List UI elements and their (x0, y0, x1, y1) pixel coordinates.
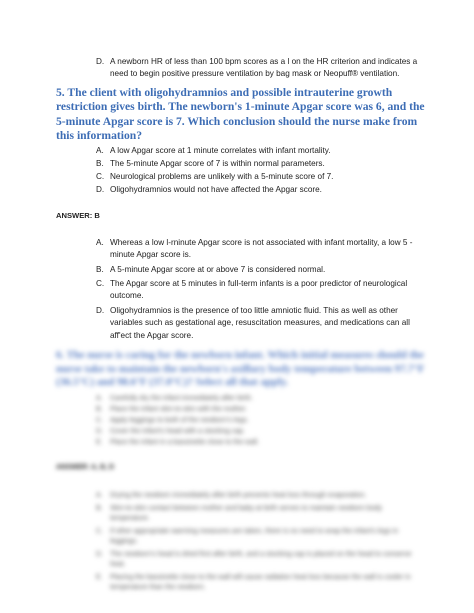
option-text: Oligohydramnios is the presence of too little amniotic fluid. This as well as other variables such as gestational age, resuscitation measures, and medications can all aff'ect the Apgar score. (110, 306, 410, 340)
option-letter: C. (96, 279, 105, 288)
option-letter: B. (96, 406, 103, 413)
option-letter: E. (96, 574, 103, 581)
option-text: Placing the bassinette close to the wall will cause radiation heat loss because the wall is cooler in temperature than the newborn. (110, 574, 411, 592)
option-text: Skin-to-skin contact between mother and baby at birth serves to maintain newborn body temperature. (110, 505, 382, 523)
question-5-title: 5. The client with oligohydramnios and possible intrauterine growth restriction gives birth. The newborn's 1-minute Apgar score was 6, and the 5-minute Apgar score is 7. Which conclusion should the nurse make from this information? (56, 86, 425, 142)
option-text: A 5-minute Apgar score at or above 7 is considered normal. (110, 265, 326, 274)
option-text: Cover the infant's head with a stocking cap. (110, 428, 245, 435)
option-letter: A. (96, 492, 103, 499)
option-letter: E. (96, 439, 103, 446)
option-text: Apply leggings to both of the newborn's legs. (110, 417, 249, 424)
option-text: Neurological problems are unlikely with a 5-minute score of 7. (110, 172, 334, 181)
option-text: The Apgar score at 5 minutes in full-term infants is a poor predictor of neurological outcome. (110, 279, 408, 301)
question-6-answer: ANSWER: A, B, D (56, 464, 115, 471)
option-letter: C. (96, 528, 103, 535)
option-letter: D. (96, 306, 105, 315)
option-letter: D. (96, 57, 105, 66)
option-text: Place the infant skin-to-skin with the mother. (110, 406, 247, 413)
option-text: Drying the newborn immediately after birth prevents heat loss through evaporation. (110, 492, 367, 499)
option-text: If other appropriate warming measures are taken, there is no need to wrap the infant's legs in leggings. (110, 528, 399, 546)
option-letter: B. (96, 159, 104, 168)
option-text: Oligohydramnios would not have affected the Apgar score. (110, 185, 322, 194)
option-letter: D. (96, 428, 103, 435)
option-text: Carefully dry the infant immediately after birth. (110, 395, 253, 402)
option-text: A newborn HR of less than 100 bpm scores as a l on the HR criterion and indicates a need to begin positive pressure ventilation by bag mask or Neopuff® ventilation. (110, 57, 418, 79)
option-text: Place the infant in a bassinette close to the wall. (110, 439, 260, 446)
option-text: Whereas a low l-rninute Apgar score is not associated with infant mortality, a low 5 - minute Apgar score is. (110, 238, 413, 260)
option-letter: A. (96, 395, 103, 402)
option-letter: A. (96, 238, 104, 247)
option-letter: D. (96, 551, 103, 558)
option-letter: A. (96, 146, 104, 155)
option-letter: B. (96, 265, 104, 274)
option-text: The newborn's head is dried first after birth, and a stocking cap is placed on the head to conserve heat. (110, 551, 412, 569)
question-5-answer: ANSWER: B (56, 211, 100, 220)
question-6-title: 6. The nurse is caring for the newborn infant. Which initial measures should the nurse take to maintain the newborn's axillary body temperature between 97.7°F (36.5°C) and 98.6°F (37.0°C)? Select all that apply. (56, 349, 425, 389)
option-text: The 5-minute Apgar score of 7 is within normal parameters. (110, 159, 325, 168)
option-text: A low Apgar score at 1 minute correlates with infant mortality. (110, 146, 331, 155)
option-letter: C. (96, 172, 105, 181)
option-letter: B. (96, 505, 103, 512)
option-letter: D. (96, 185, 105, 194)
option-letter: C. (96, 417, 103, 424)
